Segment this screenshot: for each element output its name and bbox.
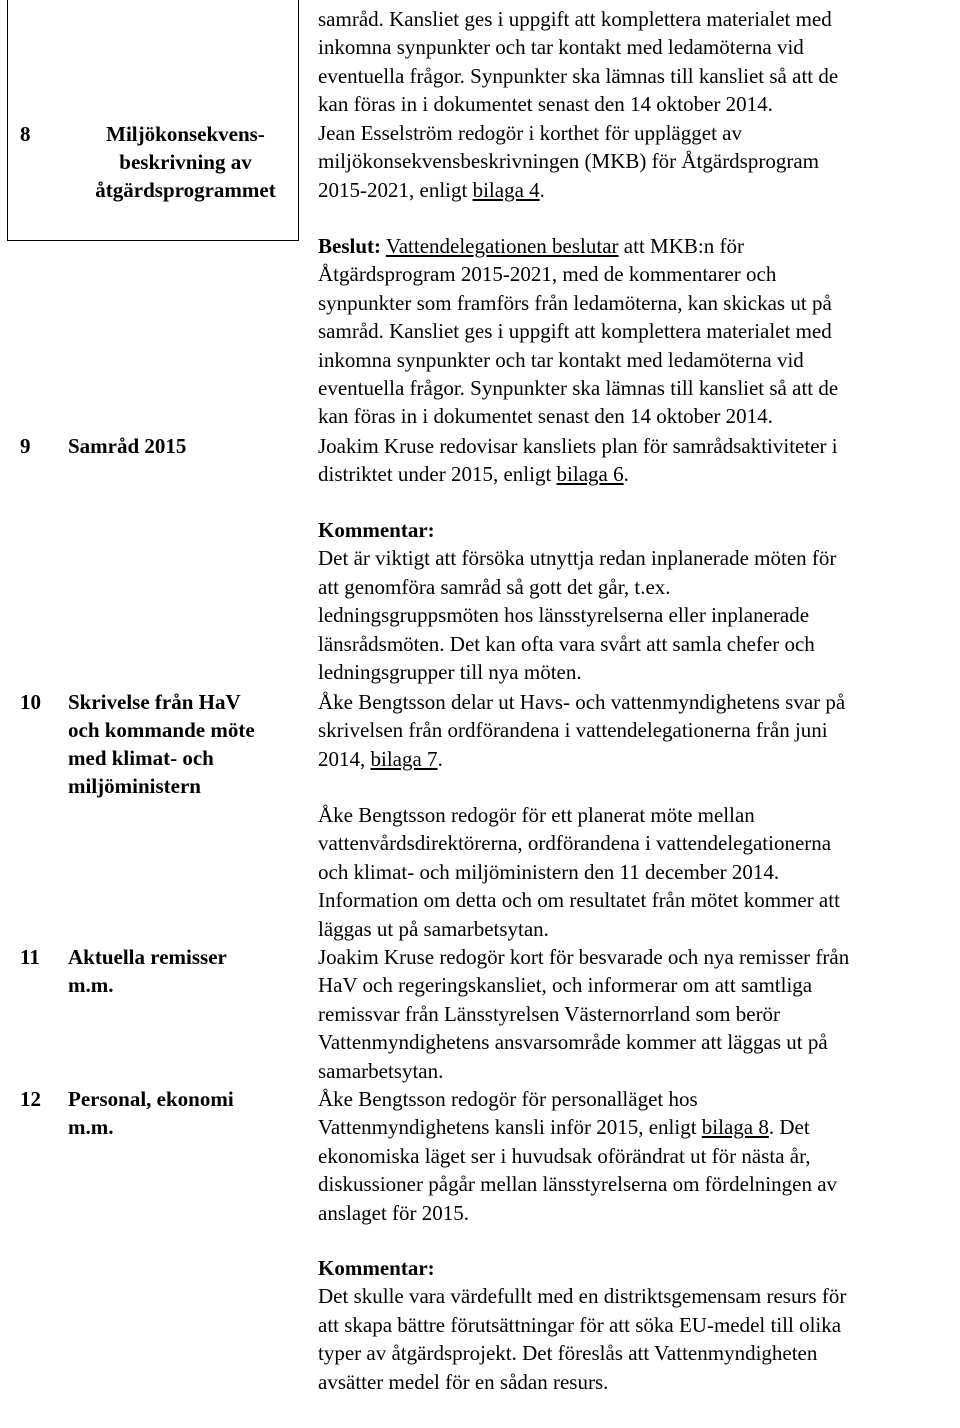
- item-title: Aktuella remisser m.m.: [68, 945, 227, 997]
- item11-paragraph: Joakim Kruse redogör kort för besvarade och nya remisser från HaV och regeringskansliet, och informerar om att samtliga remissvar från Länsstyrelsen Västernorrland som berör Vattenmyndighetens ansvarsområde kommer att läggas ut på samarbetsytan.: [318, 945, 850, 1083]
- comment-label: Kommentar:: [318, 1256, 435, 1280]
- bilaga-7-link[interactable]: bilaga 7: [370, 746, 438, 771]
- item-number: 9: [20, 434, 31, 458]
- item-number: 11: [20, 945, 40, 969]
- item-title: Miljökonsekvens- beskrivning av åtgärdsprogrammet: [95, 122, 276, 202]
- continuation-paragraph: samråd. Kansliet ges i uppgift att komplettera materialet med inkomna synpunkter och tar kontakt med ledamöterna vid eventuella frågor. Synpunkter ska lämnas till kansliet så att de kan föras in i dokumentet senast den 14 oktober 2014.: [318, 7, 839, 117]
- item10-meeting-paragraph: Åke Bengtsson redogör för ett planerat möte mellan vattenvårdsdirektörerna, ordförandena i vattendelegationerna och klimat- och miljöministern den 11 december 2014. Information om detta och om resultatet från mötet kommer att läggas ut på samarbetsytan.: [318, 803, 840, 941]
- item-title: Skrivelse från HaV och kommande möte med klimat- och miljöministern: [68, 690, 255, 798]
- item-title: Personal, ekonomi m.m.: [68, 1087, 234, 1139]
- item-number: 8: [20, 122, 31, 146]
- bilaga-4-link[interactable]: bilaga 4: [472, 177, 540, 202]
- item12-paragraph: Åke Bengtsson redogör för personalläget hos Vattenmyndighetens kansli inför 2015, enligt bilaga 8. Det ekonomiska läget ser i huvudsak oförändrat ut för nästa år, diskussioner pågår mellan länsstyrelserna om fördelningen av anslaget för 2015.: [318, 1087, 838, 1225]
- item8-paragraph: Jean Esselström redogör i korthet för upplägget av miljökonsekvensbeskrivningen (MKB) för Åtgärdsprogram 2015-2021, enligt bilaga 4.: [318, 121, 819, 202]
- item-number: 10: [20, 690, 41, 714]
- comment-paragraph: Kommentar: Det skulle vara värdefullt med en distriktsgemensam resurs för att skapa bättre förutsättningar för att söka EU-medel till olika typer av åtgärdsprojekt. Det föreslås att Vattenmyndigheten avsätter medel för en sådan resurs.: [318, 1254, 948, 1396]
- item-title: Samråd 2015: [68, 434, 187, 458]
- decision-paragraph: Beslut: Vattendelegationen beslutar att MKB:n för Åtgärdsprogram 2015-2021, med de kommentarer och synpunkter som framförs från ledamöterna, kan skickas ut på samråd. Kansliet ges i uppgift att komplettera materialet med inkomna synpunkter och tar kontakt med ledamöterna vid eventuella frågor. Synpunkter ska lämnas till kansliet så att de kan föras in i dokumentet senast den 14 oktober 2014.: [318, 234, 839, 429]
- decision-label: Beslut:: [318, 234, 381, 258]
- comment-label: Kommentar:: [318, 518, 435, 542]
- comment-paragraph: Kommentar: Det är viktigt att försöka utnyttja redan inplanerade möten för att genomföra samråd så gott det går, t.ex. ledningsgruppsmöten hos länsstyrelserna eller inplanerade länsrådsmöten. Det kan ofta vara svårt att samla chefer och ledningsgrupper till nya möten.: [318, 516, 948, 686]
- item10-paragraph: Åke Bengtsson delar ut Havs- och vattenmyndighetens svar på skrivelsen från ordförandena i vattendelegationerna från juni 2014, bilaga 7.: [318, 690, 846, 771]
- item-number: 12: [20, 1087, 41, 1111]
- bilaga-8-link[interactable]: bilaga 8: [701, 1115, 769, 1140]
- bilaga-6-link[interactable]: bilaga 6: [556, 462, 624, 487]
- item9-paragraph: Joakim Kruse redovisar kansliets plan för samrådsaktiviteter i distriktet under 2015, enligt bilaga 6.: [318, 434, 838, 487]
- decision-link[interactable]: Vattendelegationen beslutar: [385, 234, 619, 258]
